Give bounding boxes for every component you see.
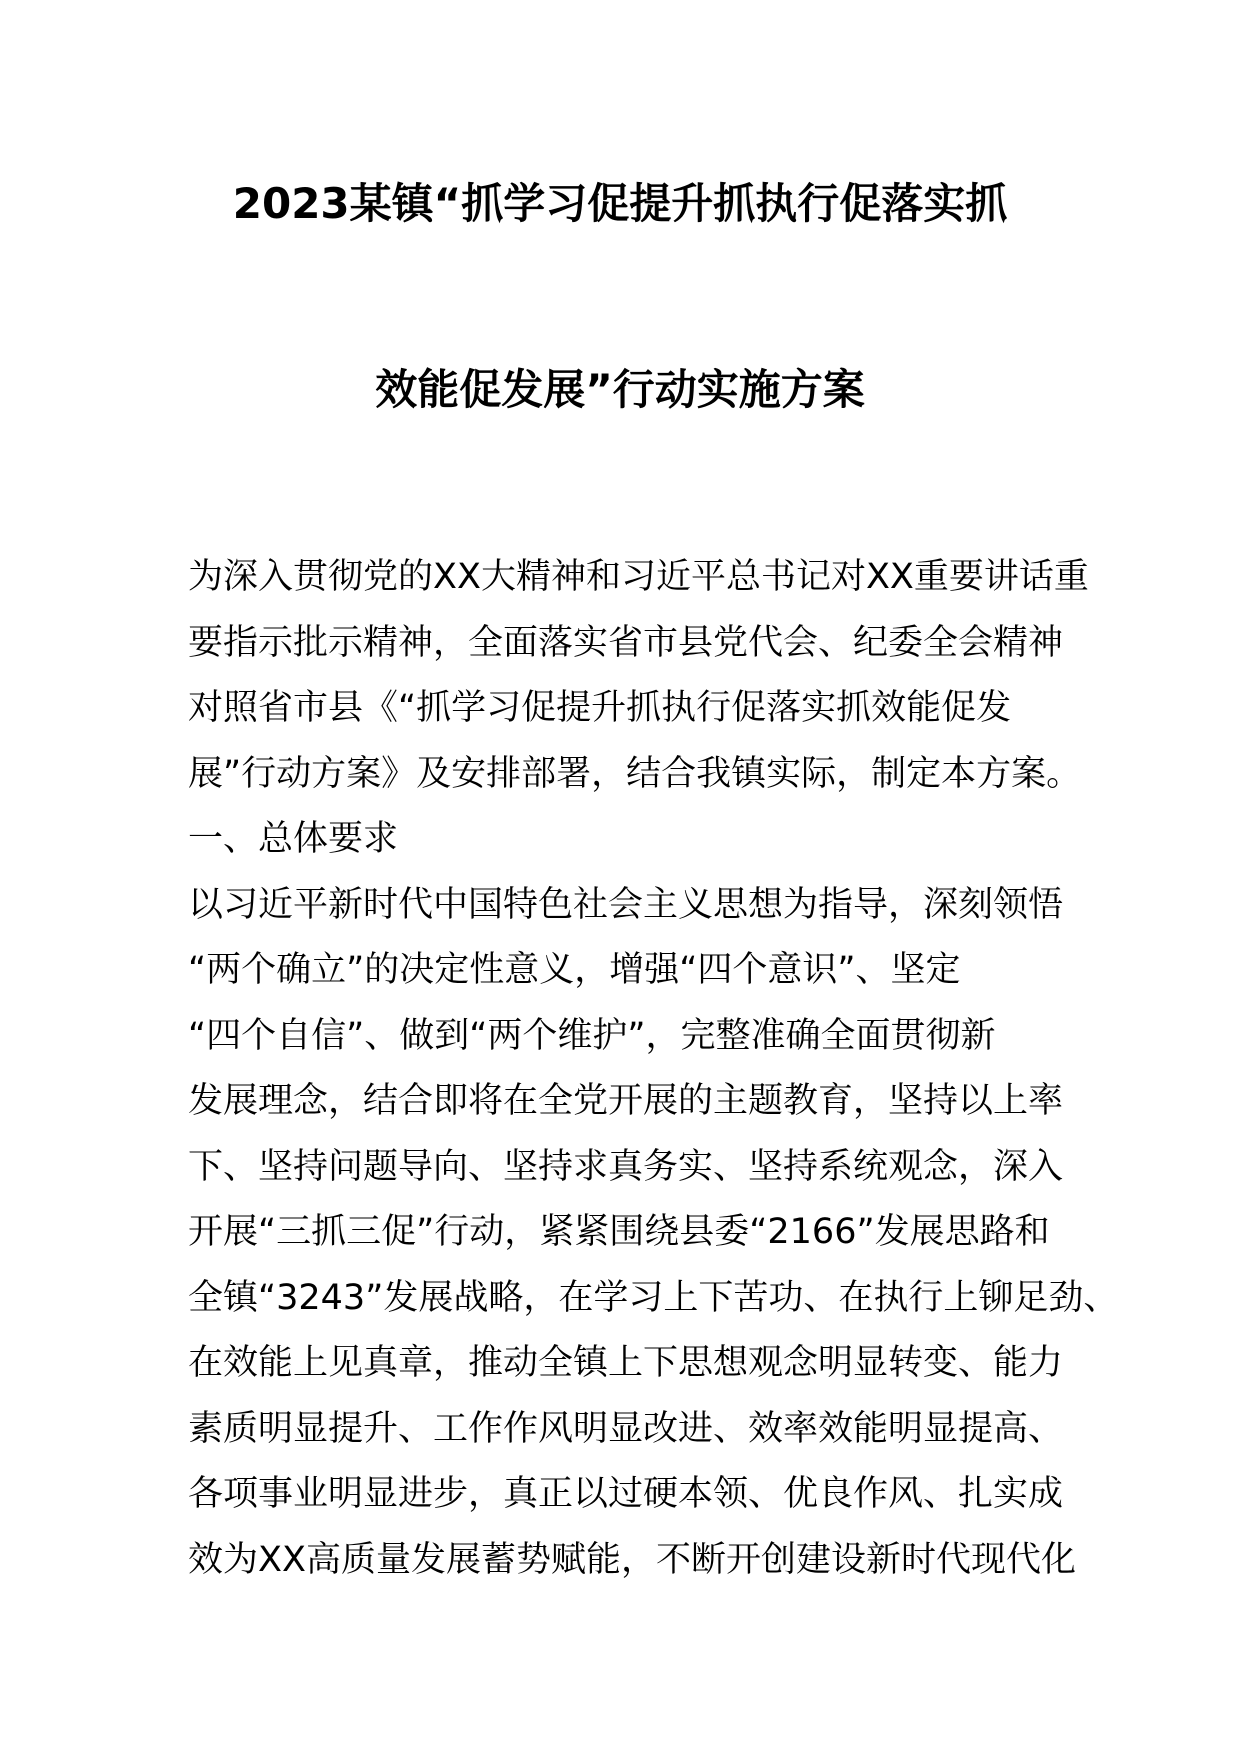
body-line: 对照省市县《“抓学习促提升抓执行促落实抓效能促发 [188,688,1012,728]
document-title-line-1: 2023某镇“抓学习促提升抓执行促落实抓 [232,179,1008,228]
body-line: 效为XX高质量发展蓄势赋能，不断开创建设新时代现代化 [188,1539,1076,1580]
body-line: 下、坚持问题导向、坚持求真务实、坚持系统观念，深入 [188,1146,1064,1187]
body-line: 为深入贯彻党的XX大精神和习近平总书记对XX重要讲话重 [188,557,1089,597]
body-line: 在效能上见真章，推动全镇上下思想观念明显转变、能力 [188,1343,1064,1383]
section-heading: 一、总体要求 [188,819,399,859]
body-line: 发展理念，结合即将在全党开展的主题教育，坚持以上率 [188,1081,1064,1121]
document-title-line-2: 效能促发展”行动实施方案 [375,365,865,414]
body-line: 要指示批示精神，全面落实省市县党代会、纪委全会精神 [188,622,1064,663]
document-body [188,545,1119,1593]
body-line: 全镇“3243”发展战略，在学习上下苦功、在执行上铆足劲、 [188,1277,1119,1318]
body-line: 以习近平新时代中国特色社会主义思想为指导，深刻领悟 [188,884,1064,925]
body-line: 开展“三抓三促”行动，紧紧围绕县委“2166”发展思路和 [188,1212,1050,1252]
body-line: 各项事业明显进步，真正以过硬本领、优良作风、扎实成 [188,1474,1064,1514]
body-line: “四个自信”、做到“两个维护”，完整准确全面贯彻新 [188,1015,996,1056]
body-line: 展”行动方案》及安排部署，结合我镇实际，制定本方案。 [188,753,1082,794]
body-line: 素质明显提升、工作作风明显改进、效率效能明显提高、 [188,1408,1064,1449]
body-line: “两个确立”的决定性意义，增强“四个意识”、坚定 [188,950,961,990]
